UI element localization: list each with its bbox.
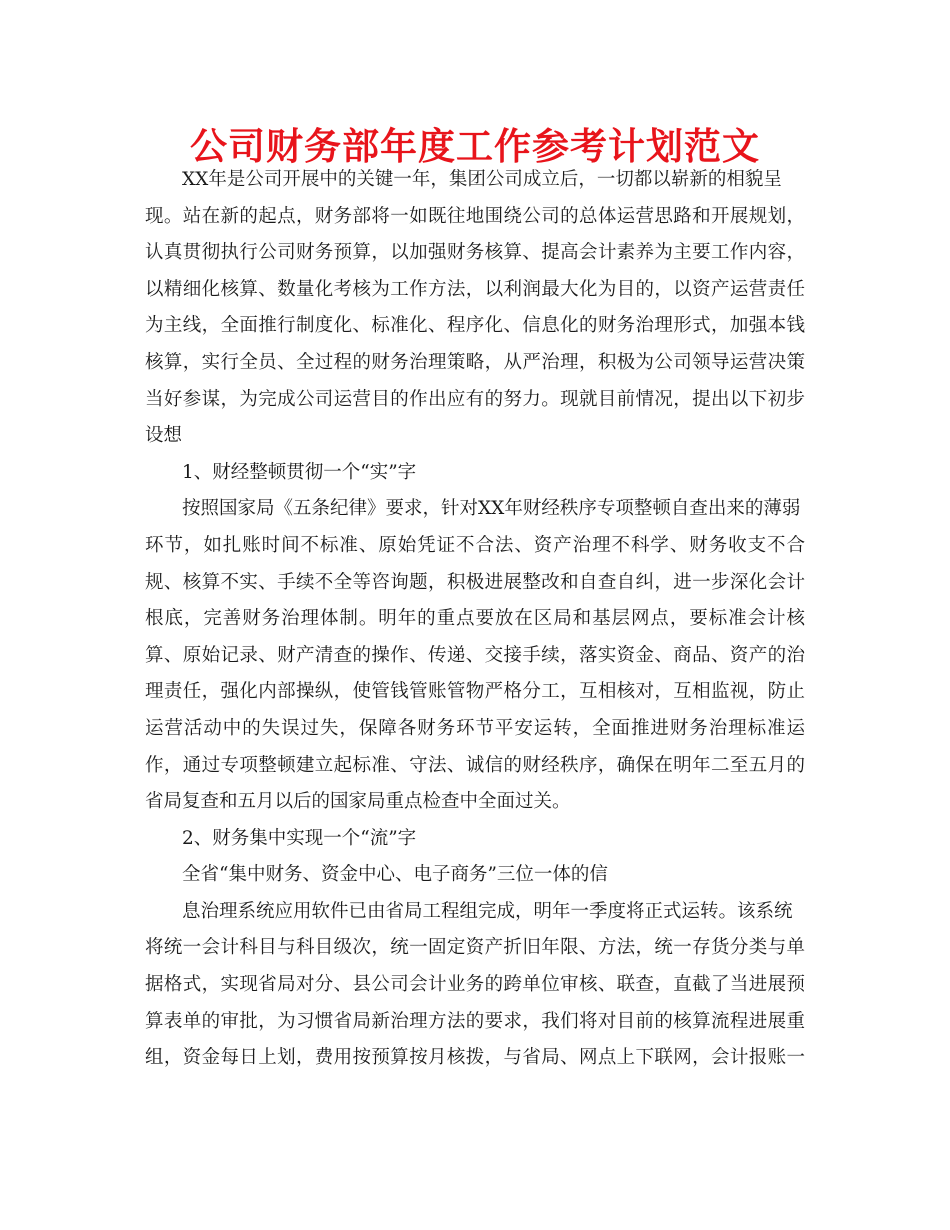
paragraph-line: 认真贯彻执行公司财务预算，以加强财务核算、提高会计素养为主要工作内容，	[145, 242, 805, 264]
paragraph-line: 根底，完善财务治理体制。明年的重点要放在区局和基层网点，要标准会计核	[145, 608, 805, 630]
paragraph-line: XX年是公司开展中的关键一年，集团公司成立后，一切都以崭新的相貌呈	[182, 169, 782, 190]
paragraph-line: 设想	[145, 425, 183, 447]
paragraph-line: 算表单的审批，为习惯省局新治理方法的要求，我们将对目前的核算流程进展重	[145, 1010, 805, 1032]
paragraph-line: 算、原始记录、财产清查的操作、传递、交接手续，落实资金、商品、资产的治	[145, 644, 805, 666]
document-title: 公司财务部年度工作参考计划范文	[190, 125, 760, 168]
paragraph-line: 作，通过专项整顿建立起标准、守法、诚信的财经秩序，确保在明年二至五月的	[145, 754, 805, 776]
paragraph-line: 将统一会计科目与科目级次，统一固定资产折旧年限、方法，统一存货分类与单	[145, 937, 805, 959]
paragraph-line: 理责任，强化内部操纵，使管钱管账管物严格分工，互相核对，互相监视，防止	[145, 681, 805, 703]
paragraph-line: 组，资金每日上划，费用按预算按月核拨，与省局、网点上下联网，会计报账一	[145, 1047, 805, 1069]
paragraph-line: 息治理系统应用软件已由省局工程组完成，明年一季度将正式运转。该系统	[182, 900, 793, 922]
paragraph-line: 规、核算不实、手续不全等咨询题，积极进展整改和自查自纠，进一步深化会计	[145, 571, 805, 593]
paragraph-line: 以精细化核算、数量化考核为工作方法，以利润最大化为目的，以资产运营责任	[145, 278, 805, 300]
paragraph-line: 按照国家局《五条纪律》要求，针对XX年财经秩序专项整顿自查出来的薄弱	[182, 498, 801, 520]
paragraph-line: 环节，如扎账时间不标准、原始凭证不合法、资产治理不科学、财务收支不合	[145, 534, 805, 556]
paragraph-line: 省局复查和五月以后的国家局重点检查中全面过关。	[145, 791, 571, 813]
paragraph-line: 为主线，全面推行制度化、标准化、程序化、信息化的财务治理形式，加强本钱	[145, 315, 805, 337]
paragraph-line: 核算，实行全员、全过程的财务治理策略，从严治理，积极为公司领导运营决策	[145, 351, 805, 373]
section-heading: 2、财务集中实现一个“流”字	[182, 827, 417, 849]
paragraph-line: 全省“集中财务、资金中心、电子商务”三位一体的信	[182, 864, 608, 886]
document-body	[145, 162, 805, 1077]
section-heading: 1、财经整顿贯彻一个“实”字	[182, 461, 417, 483]
paragraph-line: 运营活动中的失误过失，保障各财务环节平安运转，全面推进财务治理标准运	[145, 717, 805, 739]
paragraph-line: 当好参谋，为完成公司运营目的作出应有的努力。现就目前情况，提出以下初步	[145, 388, 805, 410]
paragraph-line: 据格式，实现省局对分、县公司会计业务的跨单位审核、联查，直截了当进展预	[145, 974, 805, 996]
paragraph-line: 现。站在新的起点，财务部将一如既往地围绕公司的总体运营思路和开展规划，	[145, 205, 805, 227]
